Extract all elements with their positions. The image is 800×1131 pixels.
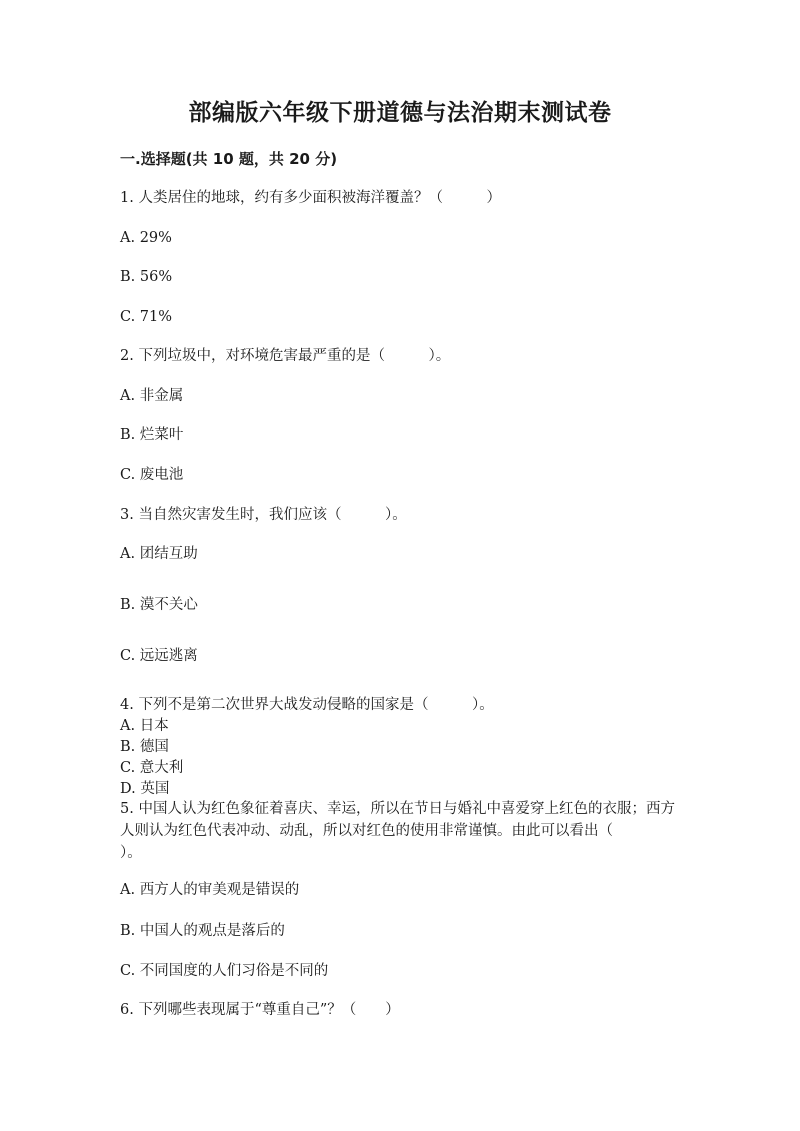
question-2-option-c: C. 废电池 — [120, 467, 184, 483]
section-heading: 一.选择题(共 10 题，共 20 分) — [120, 150, 338, 168]
question-1-stem: 1. 人类居住的地球，约有多少面积被海洋覆盖？（ ） — [120, 190, 501, 206]
question-5-option-a: A. 西方人的审美观是错误的 — [120, 882, 300, 898]
question-3-option-a: A. 团结互助 — [120, 546, 198, 562]
question-3-option-b: B. 漠不关心 — [120, 597, 198, 613]
question-6-stem: 6. 下列哪些表现属于“尊重自己”？（ ） — [120, 1002, 400, 1018]
question-4-option-c: C. 意大利 — [120, 760, 184, 776]
question-5-option-b: B. 中国人的观点是落后的 — [120, 923, 285, 939]
question-4-option-d: D. 英国 — [120, 781, 170, 797]
question-5-option-c: C. 不同国度的人们习俗是不同的 — [120, 963, 329, 979]
question-1-option-b: B. 56% — [120, 269, 173, 285]
question-2-stem: 2. 下列垃圾中，对环境危害最严重的是（ ）。 — [120, 348, 451, 364]
question-5-stem: 5. 中国人认为红色象征着喜庆、幸运，所以在节日与婚礼中喜爱穿上红色的衣服；西方人则认为红色代表冲动、动乱，所以对红色的使用非常谨慎。由此可以看出（ ）。 — [120, 801, 675, 861]
question-1-option-c: C. 71% — [120, 309, 173, 325]
question-1-option-a: A. 29% — [120, 230, 172, 246]
question-3-option-c: C. 远远逃离 — [120, 648, 198, 664]
question-3-stem: 3. 当自然灾害发生时，我们应该（ ）。 — [120, 507, 407, 523]
question-4-stem: 4. 下列不是第二次世界大战发动侵略的国家是（ ）。 — [120, 697, 494, 713]
question-4-option-a: A. 日本 — [120, 718, 169, 734]
question-2-option-a: A. 非金属 — [120, 388, 184, 404]
page-title: 部编版六年级下册道德与法治期末测试卷 — [188, 100, 612, 126]
question-2-option-b: B. 烂菜叶 — [120, 427, 184, 443]
question-4-option-b: B. 德国 — [120, 739, 169, 755]
